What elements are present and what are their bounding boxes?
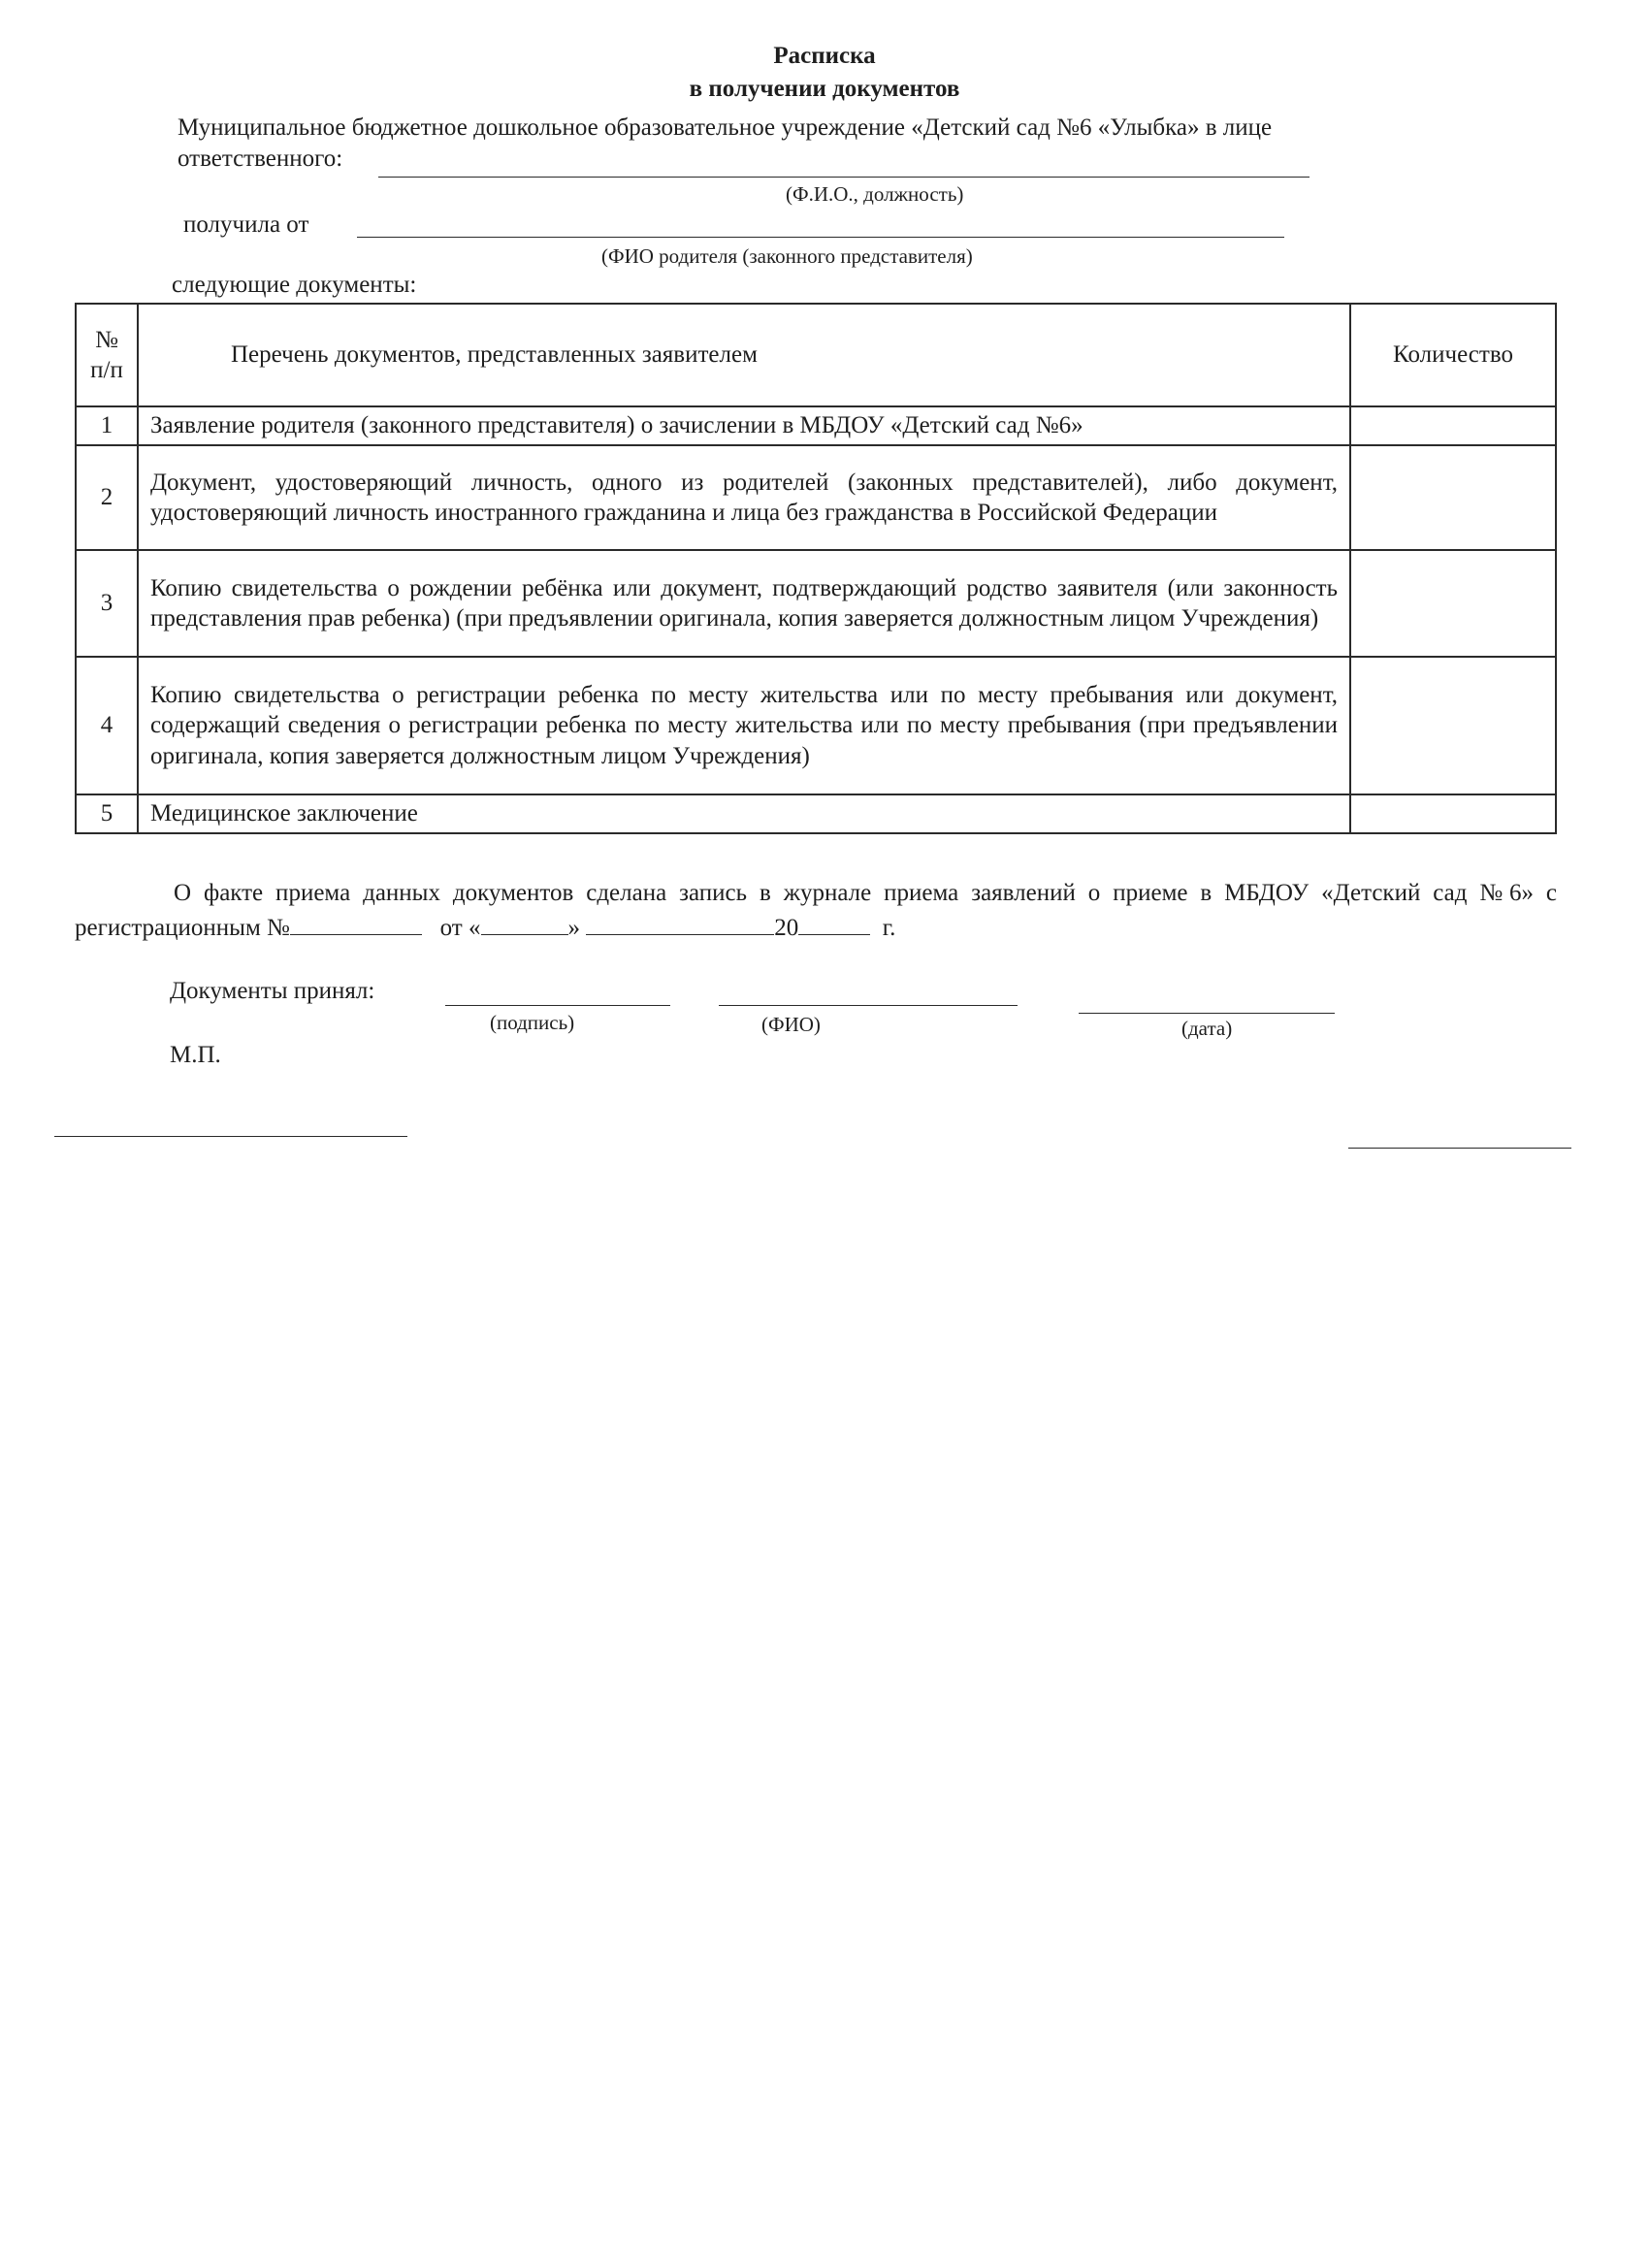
table-header-row <box>76 304 1556 406</box>
table-row <box>76 657 1556 794</box>
registration-record-paragraph <box>75 877 1557 945</box>
row-document: Заявление родителя (законного представителя) о зачислении в МБДОУ «Детский сад №6» <box>138 406 1350 445</box>
name-caption: (ФИО) <box>761 1013 821 1036</box>
list-header: Перечень документов, представленных заявителем <box>138 304 1350 406</box>
responsible-name-line <box>378 177 1310 178</box>
record-quote-close: » <box>567 915 580 942</box>
record-year-suffix: г. <box>882 915 896 942</box>
row-document: Медицинское заключение <box>138 794 1350 833</box>
table-row <box>76 406 1556 445</box>
documents-table <box>75 303 1557 834</box>
row-number: 1 <box>76 406 138 445</box>
following-documents-label: следующие документы: <box>172 272 417 298</box>
responsible-label: ответственного: <box>178 146 343 172</box>
row-quantity <box>1350 550 1556 657</box>
responsible-caption: (Ф.И.О., должность) <box>786 182 964 206</box>
row-document: Копию свидетельства о рождении ребёнка или документ, подтверждающий родство заявителя (или законность представления прав ребенка) (при предъявлении оригинала, копия заверяется должностным лицом Учреждения) <box>138 550 1350 657</box>
record-text: О факте приема данных документов сделана запись в журнале приема заявлений о приеме в МБДОУ «Детский сад №6» с регистрационным № <box>75 880 1557 942</box>
document-subtitle: в получении документов <box>689 76 960 102</box>
number-header-sign: № <box>95 326 118 353</box>
row-quantity <box>1350 445 1556 550</box>
number-header-abbr: п/п <box>90 357 123 383</box>
row-document: Копию свидетельства о регистрации ребенка по месту жительства или по месту пребывания или документ, содержащий сведения о регистрации ребенка по месту жительства или по месту пребывания (при предъявлении оригинала, копия заверяется должностным лицом Учреждения) <box>138 657 1350 794</box>
date-caption: (дата) <box>1181 1017 1233 1040</box>
month-blank <box>586 909 774 935</box>
name-line <box>719 1005 1018 1006</box>
row-number: 3 <box>76 550 138 657</box>
record-from: от « <box>439 915 481 942</box>
signature-line <box>445 1005 670 1006</box>
accepted-by-label: Документы принял: <box>170 978 375 1004</box>
parent-name-line <box>357 237 1284 238</box>
institution-text: Муниципальное бюджетное дошкольное образовательное учреждение «Детский сад №6 «Улыбка» в лице <box>178 114 1273 141</box>
year-blank <box>798 909 870 935</box>
table-row <box>76 445 1556 550</box>
row-quantity <box>1350 657 1556 794</box>
row-number: 5 <box>76 794 138 833</box>
registration-number-blank <box>290 909 422 935</box>
row-quantity <box>1350 794 1556 833</box>
cut-line-right <box>1348 1148 1571 1149</box>
table-row <box>76 794 1556 833</box>
quantity-header: Количество <box>1350 304 1556 406</box>
received-from-label: получила от <box>183 211 309 238</box>
record-year-prefix: 20 <box>774 915 799 942</box>
date-line <box>1079 1013 1335 1014</box>
table-row <box>76 550 1556 657</box>
stamp-label: М.П. <box>170 1042 221 1068</box>
row-document: Документ, удостоверяющий личность, одного из родителей (законных представителей), либо документ, удостоверяющий личность иностранного гражданина и лица без гражданства в Российской Федерации <box>138 445 1350 550</box>
day-blank <box>481 909 568 935</box>
row-number: 4 <box>76 657 138 794</box>
document-title: Расписка <box>773 43 876 69</box>
number-header <box>76 304 138 406</box>
row-quantity <box>1350 406 1556 445</box>
parent-caption: (ФИО родителя (законного представителя) <box>601 244 973 268</box>
signature-caption: (подпись) <box>490 1011 575 1034</box>
cut-line-left <box>54 1136 407 1137</box>
row-number: 2 <box>76 445 138 550</box>
